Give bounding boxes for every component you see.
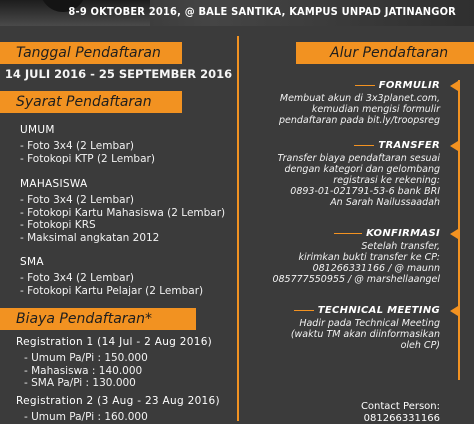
step-line: kirimkan bukti transfer ke CP: — [298, 252, 440, 263]
title-rule — [294, 310, 314, 311]
step-line: (waktu TM akan diinformasikan — [290, 329, 440, 340]
requirement-item: - Fotokopi Kartu Pelajar (2 Lembar) — [20, 284, 204, 297]
category-umum — [20, 124, 155, 165]
step-line: dengan kategori dan gelombang — [284, 164, 440, 175]
step-title-row — [250, 140, 440, 151]
step-formulir — [250, 80, 440, 126]
step-line: An Sarah Nailussaadah — [330, 197, 440, 208]
step-title-row — [250, 305, 440, 316]
step-technical-meeting — [250, 305, 440, 351]
price-item: - Umum Pa/Pi : 160.000 — [24, 411, 148, 423]
alur-banner: Alur Pendaftaran — [296, 42, 474, 64]
step-line: 085777550955 / @ marshellaangel — [272, 274, 440, 285]
contact-person-number: 081266331166 — [363, 413, 440, 424]
step-line: registrasi ke rekening: — [333, 175, 440, 186]
category-sma — [20, 256, 203, 297]
step-title-row — [250, 228, 440, 239]
requirement-item: - Foto 3x4 (2 Lembar) — [20, 140, 134, 152]
step-line: Setelah transfer, — [361, 241, 440, 252]
category-title: UMUM — [20, 124, 55, 136]
price-item: - Mahasiswa : 140.000 — [24, 364, 143, 377]
syarat-banner: Syarat Pendaftaran — [0, 91, 182, 113]
title-rule — [354, 145, 374, 146]
step-line: Membuat akun di 3x3planet.com, — [279, 93, 440, 104]
requirement-item: - Fotokopi KRS — [20, 219, 96, 231]
step-title: TECHNICAL MEETING — [317, 305, 440, 316]
step-title: FORMULIR — [378, 80, 440, 91]
event-date-venue: 8-9 OKTOBER 2016, @ BALE SANTIKA, KAMPUS UNPAD JATINANGOR — [68, 5, 456, 18]
price-item: - SMA Pa/Pi : 130.000 — [24, 377, 136, 389]
requirement-item: - Fotokopi KTP (2 Lembar) — [20, 152, 155, 165]
arrow-left-icon — [448, 141, 458, 151]
step-line: Hadir pada Technical Meeting — [299, 318, 440, 329]
requirement-item: - Maksimal angkatan 2012 — [20, 231, 160, 244]
arrow-left-icon — [448, 229, 458, 239]
center-divider — [237, 36, 239, 421]
requirement-item: - Foto 3x4 (2 Lembar) — [20, 194, 134, 206]
category-mahasiswa — [20, 178, 225, 244]
step-line: kemudian mengisi formulir — [311, 104, 440, 115]
requirement-item: - Fotokopi Kartu Mahasiswa (2 Lembar) — [20, 206, 226, 219]
registration-title: Registration 1 (14 Jul - 2 Aug 2016) — [16, 336, 213, 348]
step-title: TRANSFER — [378, 140, 440, 151]
step-line: 081266331166 / @ maunn — [312, 263, 440, 274]
category-title: MAHASISWA — [20, 178, 88, 190]
step-line: Transfer biaya pendaftaran sesuai — [277, 153, 440, 164]
biaya-banner: Biaya Pendaftaran* — [0, 308, 196, 330]
title-rule — [334, 233, 362, 234]
requirement-item: - Foto 3x4 (2 Lembar) — [20, 272, 134, 284]
step-konfirmasi — [250, 228, 440, 285]
step-line: oleh CP) — [400, 340, 440, 351]
arrow-left-icon — [448, 81, 458, 91]
registration-2 — [16, 395, 220, 424]
contact-person-title: Contact Person: — [360, 401, 440, 412]
category-title: SMA — [20, 256, 44, 268]
title-rule — [355, 85, 375, 86]
step-title: KONFIRMASI — [366, 228, 440, 239]
registration-1 — [16, 336, 212, 390]
step-title-row — [250, 80, 440, 91]
registration-title: Registration 2 (3 Aug - 23 Aug 2016) — [16, 395, 220, 407]
registration-dates: 14 JULI 2016 - 25 SEPTEMBER 2016 — [4, 67, 233, 81]
price-item: - Umum Pa/Pi : 150.000 — [24, 352, 148, 364]
step-transfer — [250, 140, 440, 208]
step-line: 0893-01-021791-53-6 bank BRI — [290, 186, 440, 197]
right-edge-line — [458, 80, 460, 380]
step-line: pendaftaran pada bit.ly/troopsreg — [278, 115, 440, 126]
tanggal-banner: Tanggal Pendaftaran — [0, 42, 182, 64]
arrow-left-icon — [448, 306, 458, 316]
